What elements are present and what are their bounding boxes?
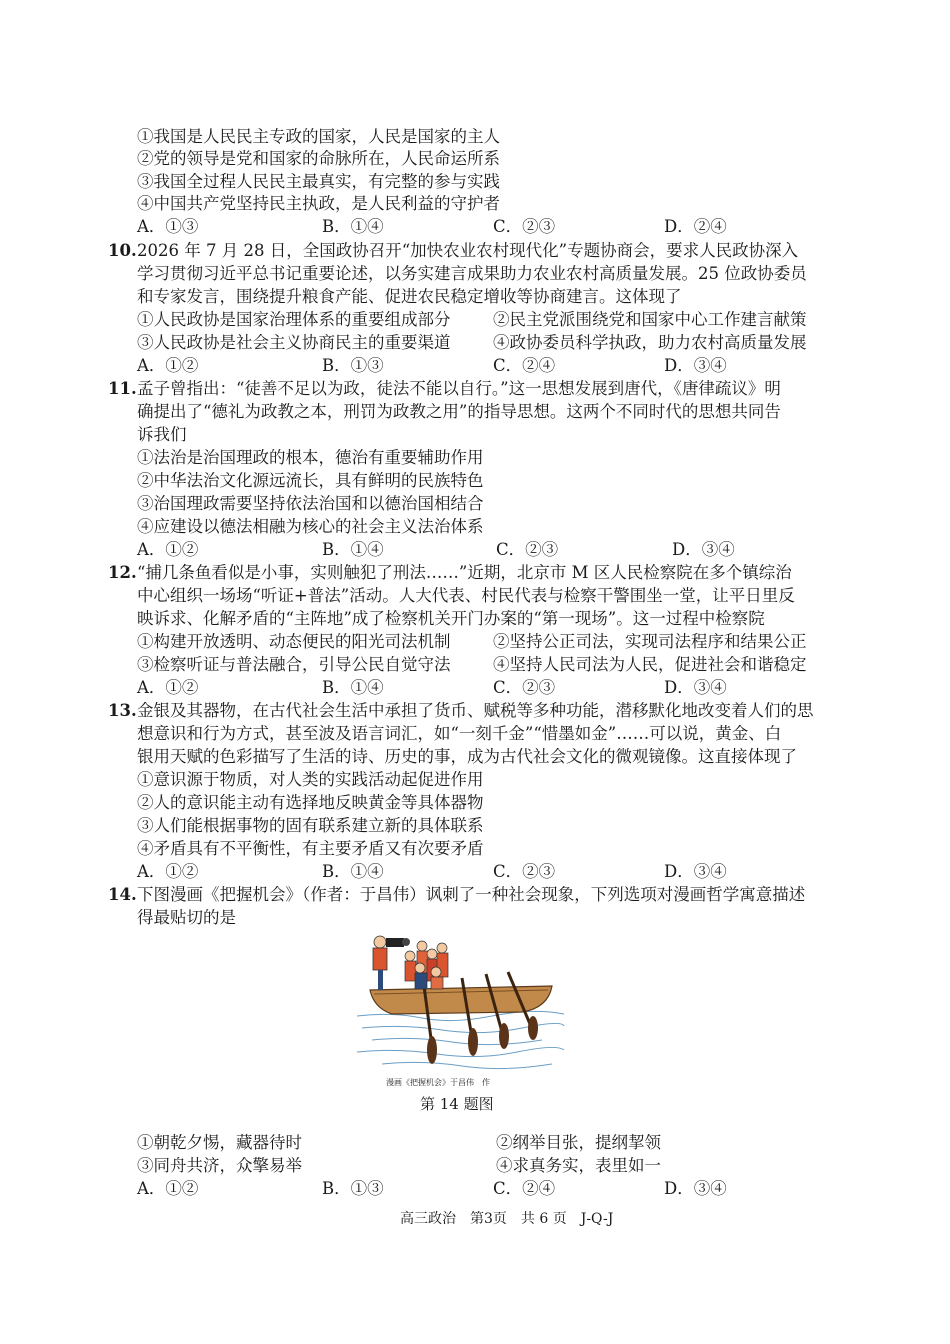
q13-stem-line-3: 银用天赋的色彩描写了生活的诗、历史的事，成为古代社会文化的微观镜像。这直接体现了 — [137, 747, 797, 766]
q12-number: 12. — [108, 563, 137, 582]
q10-stem-line-3: 和专家发言，围绕提升粮食产能、促进农民稳定增收等协商建言。这体现了 — [137, 287, 682, 306]
q13-option-a[interactable]: A．①② — [137, 862, 199, 881]
q12-item-2: ②坚持公正司法，实现司法程序和结果公正 — [493, 632, 807, 651]
q10-option-a[interactable]: A．①② — [137, 356, 199, 375]
q13-option-b[interactable]: B．①④ — [322, 862, 384, 881]
q14-item-3: ③同舟共济，众擎易举 — [137, 1156, 302, 1175]
q12-item-4: ④坚持人民司法为人民，促进社会和谐稳定 — [493, 655, 807, 674]
q9-option-b[interactable]: B．①④ — [322, 217, 384, 236]
q13-stem-line-2: 想意识和行为方式，甚至波及语言词汇，如“一刻千金”“惜墨如金”……可以说，黄金、白 — [137, 724, 782, 743]
q9-option-d[interactable]: D．②④ — [664, 217, 727, 236]
q14-stem-line-1: 下图漫画《把握机会》（作者：于昌伟）讽刺了一种社会现象，下列选项对漫画哲学寓意描述 — [137, 885, 806, 904]
q11-item-2: ②中华法治文化源远流长，具有鲜明的民族特色 — [137, 471, 484, 490]
q12-item-1: ①构建开放透明、动态便民的阳光司法机制 — [137, 632, 451, 651]
crowd — [405, 941, 448, 989]
q12-option-b[interactable]: B．①④ — [322, 678, 384, 697]
q10-option-d[interactable]: D．③④ — [664, 356, 727, 375]
q14-number: 14. — [108, 885, 137, 904]
q11-number: 11. — [108, 379, 137, 398]
cameraman — [373, 936, 410, 990]
q11-option-d[interactable]: D．③④ — [672, 540, 735, 559]
q13-item-4: ④矛盾具有不平衡性，有主要矛盾又有次要矛盾 — [137, 839, 484, 858]
q11-item-4: ④应建设以德法相融为核心的社会主义法治体系 — [137, 517, 484, 536]
q10-item-2: ②民主党派围绕党和国家中心工作建言献策 — [493, 310, 807, 329]
q12-option-a[interactable]: A．①② — [137, 678, 199, 697]
q12-stem-line-2: 中心组织一场场“听证+普法”活动。人大代表、村民代表与检察干警围坐一堂，让平日里反 — [137, 586, 795, 605]
q12-option-c[interactable]: C．②③ — [493, 678, 556, 697]
q13-item-3: ③人们能根据事物的固有联系建立新的具体联系 — [137, 816, 484, 835]
q10-item-3: ③人民政协是社会主义协商民主的重要渠道 — [137, 333, 451, 352]
page-footer: 高三政治 第3页 共 6 页 J-Q-J — [400, 1211, 614, 1227]
q10-stem-line-1: 2026 年 7 月 28 日，全国政协召开“加快农业农村现代化”专题协商会，要求人民政协深入 — [137, 241, 799, 260]
q9-option-a[interactable]: A．①③ — [137, 217, 199, 236]
q10-number: 10. — [108, 241, 137, 260]
q14-stem-line-2: 得最贴切的是 — [137, 908, 236, 927]
q10-option-b[interactable]: B．①③ — [322, 356, 384, 375]
q10-item-4: ④政协委员科学执政，助力农村高质量发展 — [493, 333, 807, 352]
q11-option-a[interactable]: A．①② — [137, 540, 199, 559]
q9-option-c[interactable]: C．②③ — [493, 217, 556, 236]
q11-option-c[interactable]: C．②③ — [496, 540, 559, 559]
q12-stem-line-1: “捕几条鱼看似是小事，实则触犯了刑法……”近期，北京市 M 区人民检察院在多个镇综治 — [137, 563, 792, 582]
q12-option-d[interactable]: D．③④ — [664, 678, 727, 697]
q14-option-c[interactable]: C．②④ — [493, 1179, 556, 1198]
q9-item-1: ①我国是人民民主专政的国家，人民是国家的主人 — [137, 127, 500, 146]
q14-item-2: ②纲举目张，提纲挈领 — [496, 1133, 661, 1152]
q11-stem-line-2: 确提出了“德礼为政教之本，刑罚为政教之用”的指导思想。这两个不同时代的思想共同告 — [137, 402, 781, 421]
q13-item-2: ②人的意识能主动有选择地反映黄金等具体器物 — [137, 793, 484, 812]
q10-stem-line-2: 学习贯彻习近平总书记重要论述，以务实建言成果助力农业农村高质量发展。25 位政协委员 — [137, 264, 807, 283]
q10-item-1: ①人民政协是国家治理体系的重要组成部分 — [137, 310, 451, 329]
q11-option-b[interactable]: B．①④ — [322, 540, 384, 559]
cartoon-figure — [352, 928, 568, 1073]
figure-caption: 第 14 题图 — [420, 1095, 494, 1113]
q14-item-1: ①朝乾夕惕，藏器待时 — [137, 1133, 302, 1152]
q14-option-b[interactable]: B．①③ — [322, 1179, 384, 1198]
q14-item-4: ④求真务实，表里如一 — [496, 1156, 661, 1175]
q11-item-1: ①法治是治国理政的根本，德治有重要辅助作用 — [137, 448, 484, 467]
q13-option-d[interactable]: D．③④ — [664, 862, 727, 881]
q9-item-4: ④中国共产党坚持民主执政，是人民利益的守护者 — [137, 194, 500, 213]
q11-stem-line-3: 诉我们 — [137, 425, 187, 444]
q11-stem-line-1: 孟子曾指出：“徒善不足以为政，徒法不能以自行。”这一思想发展到唐代，《唐律疏议》明 — [137, 379, 781, 398]
q13-number: 13. — [108, 701, 137, 720]
q13-stem-line-1: 金银及其器物，在古代社会生活中承担了货币、赋税等多种功能，潜移默化地改变着人们的思 — [137, 701, 814, 720]
q13-option-c[interactable]: C．②③ — [493, 862, 556, 881]
q12-item-3: ③检察听证与普法融合，引导公民自觉守法 — [137, 655, 451, 674]
q9-item-3: ③我国全过程人民民主最真实，有完整的参与实践 — [137, 172, 500, 191]
q10-option-c[interactable]: C．②④ — [493, 356, 556, 375]
q14-option-a[interactable]: A．①② — [137, 1179, 199, 1198]
q13-item-1: ①意识源于物质，对人类的实践活动起促进作用 — [137, 770, 484, 789]
q14-option-d[interactable]: D．③④ — [664, 1179, 727, 1198]
q11-item-3: ③治国理政需要坚持依法治国和以德治国相结合 — [137, 494, 484, 513]
q9-item-2: ②党的领导是党和国家的命脉所在，人民命运所系 — [137, 149, 500, 168]
figure-credit: 漫画《把握机会》于昌伟 作 — [386, 1078, 490, 1087]
q12-stem-line-3: 映诉求、化解矛盾的“主阵地”成了检察机关开门办案的“第一现场”。这一过程中检察院 — [137, 609, 765, 628]
